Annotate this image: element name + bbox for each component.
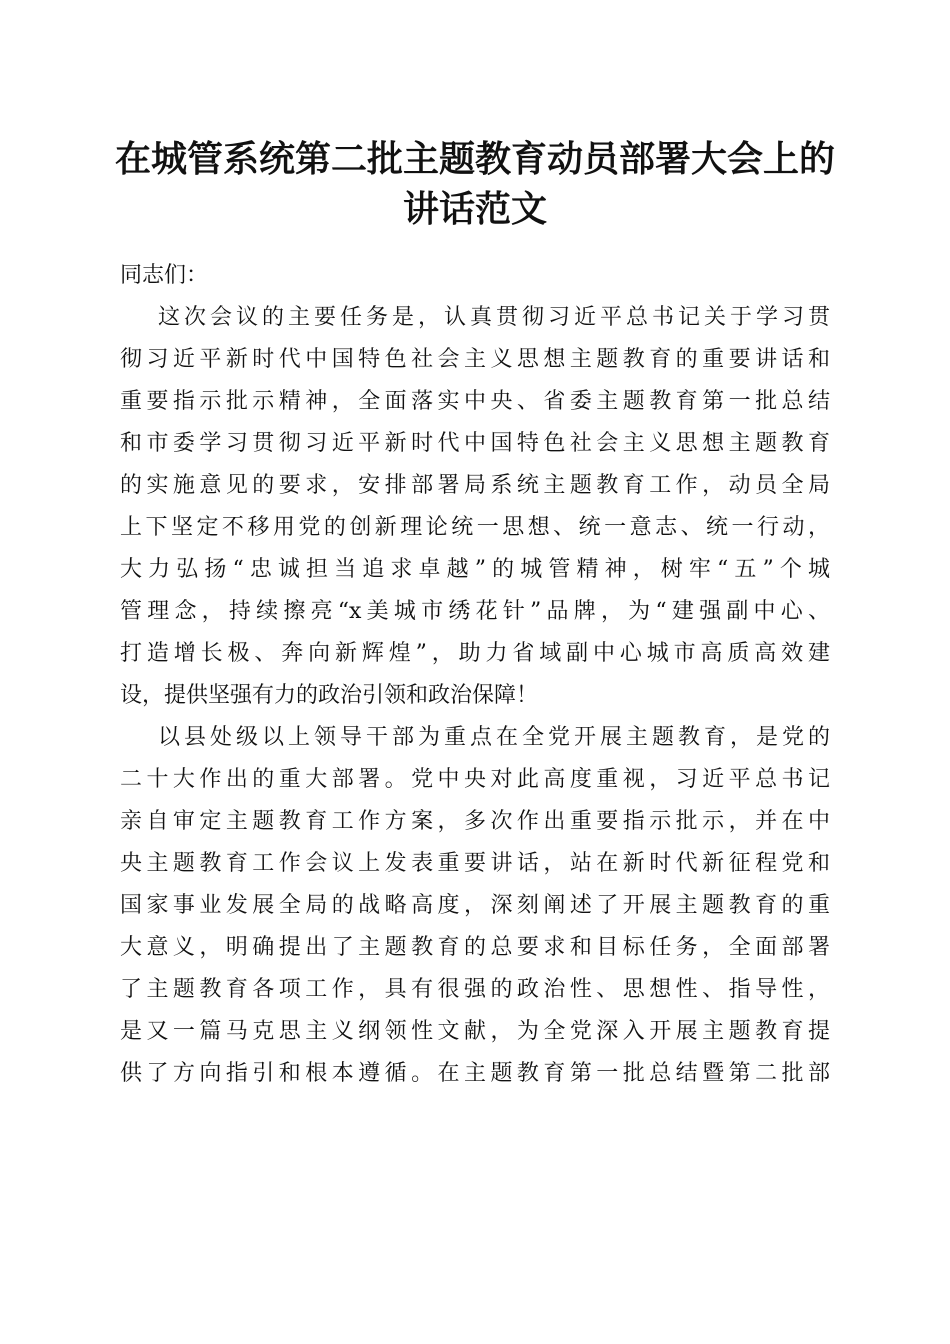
- paragraph-line: 了主题教育各项工作，具有很强的政治性、思想性、指导性，: [120, 977, 830, 1002]
- paragraph-line: 国家事业发展全局的战略高度，深刻阐述了开展主题教育的重: [120, 893, 830, 918]
- paragraph-line: 彻习近平新时代中国特色社会主义思想主题教育的重要讲话和: [120, 347, 830, 372]
- paragraph: [120, 717, 830, 1095]
- paragraph-line: 和市委学习贯彻习近平新时代中国特色社会主义思想主题教育: [120, 431, 830, 456]
- paragraph-line: 打造增长极、奔向新辉煌”，助力省域副中心城市高质高效建: [120, 641, 830, 666]
- title-line: 在城管系统第二批主题教育动员部署大会上的: [114, 138, 835, 180]
- paragraph-line: 以县处级以上领导干部为重点在全党开展主题教育，是党的: [158, 725, 830, 750]
- document-body: [120, 255, 830, 1095]
- paragraph-line: 是又一篇马克思主义纲领性文献，为全党深入开展主题教育提: [120, 1019, 830, 1044]
- document-title: [95, 134, 855, 234]
- paragraph-line: 大力弘扬“忠诚担当追求卓越”的城管精神，树牢“五”个城: [120, 557, 830, 582]
- paragraph-line: 央主题教育工作会议上发表重要讲话，站在新时代新征程党和: [120, 851, 830, 876]
- title-line: 讲话范文: [402, 188, 547, 230]
- paragraph-line: 设，提供坚强有力的政治引领和政治保障！: [120, 683, 539, 708]
- paragraph: [120, 297, 830, 717]
- paragraph-line: 二十大作出的重大部署。党中央对此高度重视，习近平总书记: [120, 767, 830, 792]
- paragraph-line: 管理念，持续擦亮“x美城市绣花针”品牌，为“建强副中心、: [120, 599, 830, 624]
- salutation: 同志们：: [120, 263, 209, 288]
- paragraph-line: 重要指示批示精神，全面落实中央、省委主题教育第一批总结: [120, 389, 830, 414]
- paragraph-line: 上下坚定不移用党的创新理论统一思想、统一意志、统一行动，: [120, 515, 830, 540]
- paragraph-line: 大意义，明确提出了主题教育的总要求和目标任务，全面部署: [120, 935, 830, 960]
- paragraph-line: 这次会议的主要任务是，认真贯彻习近平总书记关于学习贯: [158, 305, 830, 330]
- paragraph-line: 亲自审定主题教育工作方案，多次作出重要指示批示，并在中: [120, 809, 830, 834]
- paragraph-line: 的实施意见的要求，安排部署局系统主题教育工作，动员全局: [120, 473, 830, 498]
- paragraph-line: 供了方向指引和根本遵循。在主题教育第一批总结暨第二批部: [120, 1061, 830, 1086]
